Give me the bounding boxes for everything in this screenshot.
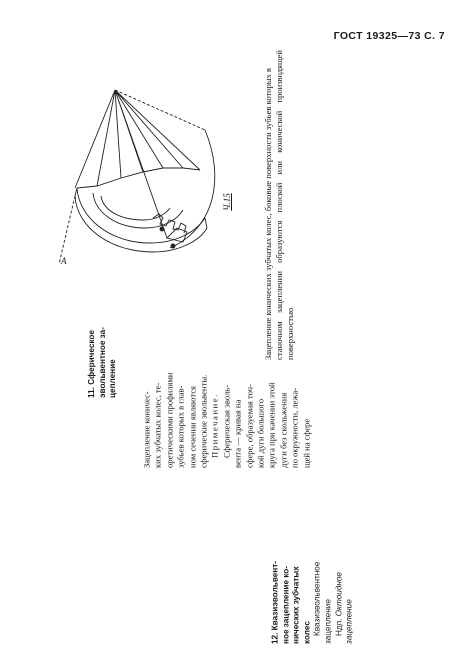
def-line: ном сечении являются	[187, 386, 198, 468]
figure-label: Ч.15	[222, 193, 232, 211]
term-line: ное зацепление ко-	[281, 566, 291, 644]
term-line: колес	[302, 621, 312, 644]
obsolete-term-2: зацепление	[344, 599, 354, 644]
axis-dashed	[59, 196, 75, 264]
page-header: ГОСТ 19325—73 С. 7	[333, 30, 445, 42]
gear-bore	[101, 196, 170, 220]
term-line: нических зубчатых	[291, 566, 301, 644]
def-line: Зацепление коничес-	[141, 391, 152, 468]
cone-rays	[75, 90, 200, 238]
note-line: щей на сфере	[301, 418, 312, 468]
note-line: Сферическая эволь-	[221, 384, 232, 458]
alt-term-line: зацепление	[323, 599, 333, 644]
note-line: по окружности, лежа-	[289, 387, 300, 468]
gear-rim-line	[77, 168, 200, 188]
corner-label: А	[61, 256, 67, 266]
def-line: сферические эвольвенты.	[198, 374, 209, 468]
def-line: ких зубчатых колес, те-	[152, 382, 163, 468]
term-line: 11. Сферическое	[87, 330, 97, 398]
alt-or-label: Ндп.	[334, 618, 344, 636]
obsolete-term: Октоидное	[334, 572, 344, 617]
term-line: эвольвентное за-	[97, 327, 107, 398]
entry-12-term	[271, 472, 356, 644]
note-heading: Примечание.	[209, 392, 220, 458]
axis-dashed-2	[115, 90, 205, 130]
point-marker-2	[171, 244, 175, 248]
point-marker	[160, 227, 164, 231]
entry-11-term	[87, 312, 119, 398]
entry-12-definition	[263, 50, 297, 360]
gear-outline-inner	[93, 193, 183, 228]
note-line: дуги без скольжения	[278, 392, 289, 468]
term-line: цепление	[108, 359, 118, 398]
note-line: вента — кривая на	[232, 399, 243, 468]
note-line: кой дуги большого	[255, 398, 266, 468]
note-line: круга при качении этой	[266, 382, 277, 468]
def-line: станочном зацеплении образуются плоской или конической производящей поверхностью	[274, 50, 296, 360]
spherical-gear-figure	[55, 68, 240, 268]
def-line: Зацепление конических зубчатых колес, боковые поверхности зубьев которых в	[263, 67, 274, 360]
note-line: сфере, образуемая точ-	[244, 384, 255, 468]
def-line: зубьев которых в глав-	[175, 385, 186, 468]
term-line: 12. Квазиэвольвент-	[270, 561, 280, 644]
def-line: оретическими профилями	[164, 372, 175, 468]
alt-term-line: Квазиэвольвентное	[313, 561, 322, 636]
